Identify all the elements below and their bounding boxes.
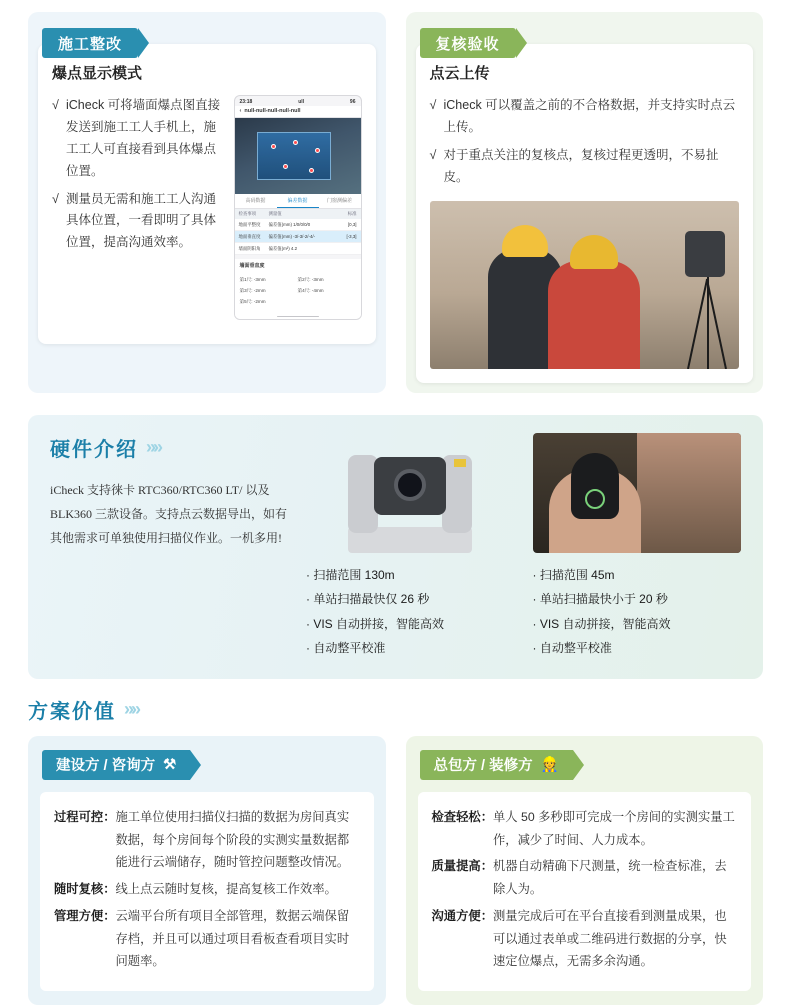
helmet-icon: [502, 225, 548, 257]
card-point-cloud-upload: [416, 44, 754, 383]
cell-standard: [-3,3]: [346, 233, 357, 239]
spec-item: · 扫描范围 45m: [532, 567, 615, 582]
hardware-section: [0, 393, 791, 679]
vtab-label: 建设方 / 咨询方: [56, 758, 156, 775]
spec-item: · 单站扫描最快仅 26 秒: [306, 592, 430, 607]
list-item: [430, 95, 740, 139]
check-icon: √: [52, 191, 59, 206]
table-row: [235, 231, 361, 243]
hardware-description: iCheck 支持徕卡 RTC360/RTC360 LT/ 以及 BLK360 三款设备。支持点云数据导出，如有其他需求可单独使用扫描仪作业。一机多用!: [50, 482, 288, 545]
tripod-leg: [707, 273, 709, 369]
value-title-text: 方案价值: [28, 700, 116, 723]
item-value: 测量完成后可在平台直接看到测量成果，也可以通过表单或二维码进行数据的分享，快速定位爆点，无需多余沟通。: [493, 908, 727, 969]
tab-deviation-data[interactable]: 偏差数据: [277, 194, 319, 208]
check-icon: √: [52, 98, 59, 112]
card-title-point-cloud-upload: 点云上传: [429, 65, 490, 82]
list-item: [432, 855, 738, 900]
status-carrier: ull: [298, 99, 305, 105]
value-section: [0, 679, 791, 1005]
item-value: 施工单位使用扫描仪扫描的数据为房间真实数据，每个房间每个阶段的实测实量数据都能进行云端储存，随时管控问题整改情况。: [115, 809, 350, 870]
section-wall-verticality: 墙面垂直度: [235, 259, 361, 272]
hardware-title-text: 硬件介绍: [50, 438, 138, 461]
tab-high-code-data[interactable]: 高码数据: [245, 198, 266, 204]
table-row: [235, 219, 361, 231]
burst-point-marker: [293, 140, 298, 145]
item-key: 沟通方便：: [431, 908, 493, 923]
bullet-text: iCheck 可将墙面爆点图直接发送到施工工人手机上，施工工人可直接看到具体爆点位置。: [66, 98, 221, 178]
worker-figure: [548, 261, 640, 369]
cell-item: 地面平整度: [238, 221, 261, 227]
rtc360-image: [306, 433, 515, 553]
status-time: 23:18: [239, 99, 253, 105]
measurement-grid: [235, 272, 361, 313]
point-cloud-preview: [235, 118, 361, 194]
list-item: [432, 905, 738, 973]
item-value: 单人 50 多秒即可完成一个房间的实测实量工作，减少了时间、人力成本。: [493, 809, 735, 847]
point-cloud-model: [257, 132, 331, 180]
scanner-indicator: [454, 459, 466, 467]
burst-point-marker: [271, 144, 276, 149]
card-burst-point-display: [38, 44, 376, 344]
chevrons-right-icon: »»: [146, 436, 161, 457]
cell-item: 地面垂直度: [238, 233, 261, 239]
cell-item: 墙面阴阳角: [238, 245, 261, 251]
spec-item: · VIS 自动拼接，智能高效: [306, 616, 445, 631]
deviation-table: [235, 209, 361, 255]
list-item: [432, 806, 738, 851]
bullet-text: 对于重点关注的复核点，复核过程更透明，不易扯皮。: [443, 147, 719, 184]
list-item: [52, 189, 224, 255]
burst-point-marker: [283, 164, 288, 169]
table-row: [235, 243, 361, 255]
person-face: [637, 433, 741, 553]
check-icon: √: [429, 98, 437, 112]
spec-item: · 单站扫描最快小于 20 秒: [532, 592, 668, 607]
value-cards: [28, 736, 763, 1005]
list-item: [430, 145, 740, 189]
list-item: [54, 806, 360, 874]
spec-item: · 自动整平校准: [306, 641, 386, 656]
col-measured-value: 测量值: [268, 211, 282, 216]
chevrons-right-icon: »»: [124, 698, 139, 719]
laser-scanner: [685, 231, 725, 277]
measure-item: 第5尺: -2mm: [239, 298, 266, 304]
measure-item: 第1尺: -3mm: [239, 276, 266, 282]
tripod-leg: [706, 278, 727, 368]
blk360-device: [571, 453, 619, 519]
device-ring-icon: [585, 489, 605, 509]
item-value: 云端平台所有项目全部管理，数据云端保留存档，并且可以通过项目看板查看项目实时问题率。: [115, 908, 350, 969]
card-title-burst-point: 爆点显示模式: [52, 65, 143, 82]
top-section: [0, 0, 791, 393]
spec-list-rtc360: [306, 563, 515, 661]
worker-icon: 👷: [540, 757, 559, 774]
item-key: 管理方便：: [54, 908, 116, 923]
helmet-icon: [570, 235, 618, 269]
spec-item: · 自动整平校准: [532, 641, 612, 656]
item-value: 机器自动精确下尺测量，统一检查标准，去除人为。: [493, 859, 727, 897]
burst-point-marker: [315, 148, 320, 153]
section-title-hardware: [50, 433, 290, 462]
hardware-column-rtc360: [306, 433, 515, 661]
tab-review-acceptance: 复核验收: [420, 28, 516, 58]
tab-construction-rectification: 施工整改: [42, 28, 138, 58]
hardware-left: [50, 433, 290, 661]
phone-nav-title: [235, 106, 361, 118]
hardware-right: [306, 433, 741, 661]
tools-icon: ⚒: [163, 756, 177, 773]
measure-item: 第2尺: -3mm: [297, 276, 324, 282]
status-battery: 96: [349, 99, 356, 105]
phone-status-bar: [235, 96, 361, 106]
home-indicator: [235, 313, 361, 319]
cell-standard: [0,3]: [347, 221, 357, 227]
hardware-column-blk360: [533, 433, 742, 661]
value-card-contractor: [406, 736, 764, 1005]
value-card-owner: [28, 736, 386, 1005]
item-key: 质量提高：: [431, 859, 493, 874]
list-item: [54, 878, 360, 901]
bullet-list-left: [52, 95, 224, 320]
measure-item: 第3尺: -2mm: [239, 287, 266, 293]
table-header: [235, 209, 361, 219]
spec-list-blk360: [533, 563, 742, 661]
cell-value: 偏差值(mm) 1/0/0/0/0: [268, 221, 311, 227]
site-photo: [430, 201, 740, 369]
check-icon: √: [429, 147, 437, 162]
item-value: 线上点云随时复核，提高复核工作效率。: [115, 882, 337, 897]
panel-review-acceptance: [406, 12, 764, 393]
vtab-label: 总包方 / 装修方: [433, 758, 533, 775]
list-item: [52, 95, 224, 183]
phone-screenshot: [234, 95, 362, 320]
tab-owner-consultant: [42, 750, 190, 780]
blk360-image: [533, 433, 742, 553]
bullet-text: iCheck 可以覆盖之前的不合格数据，并支持实时点云上传。: [443, 98, 736, 134]
scanner-illustration: [334, 441, 486, 553]
hardware-card: [28, 415, 763, 679]
phone-title-text: null-null-null-null-null: [244, 108, 301, 114]
spec-item: · 扫描范围 130m: [306, 567, 395, 582]
back-icon[interactable]: ‹: [239, 108, 242, 114]
list-item: [54, 905, 360, 973]
tab-door-window-deviation[interactable]: 门窗测偏差: [326, 198, 352, 204]
panel-construction-rectification: [28, 12, 386, 393]
phone-tab-bar[interactable]: [235, 194, 361, 209]
bullet-text: 测量员无需和施工工人沟通具体位置，一看即明了具体位置，提高沟通效率。: [66, 191, 217, 250]
tab-contractor-decorator: [420, 750, 573, 780]
item-key: 检查轻松：: [431, 809, 493, 824]
item-key: 随时复核：: [54, 882, 116, 897]
value-body-owner: [40, 792, 374, 991]
burst-point-marker: [309, 168, 314, 173]
spec-item: · VIS 自动拼接，智能高效: [532, 616, 671, 631]
measure-item: 第4尺: -4mm: [297, 287, 324, 293]
tripod-leg: [687, 278, 708, 368]
col-check-item: 检查事项: [238, 211, 257, 216]
scanner-lens: [394, 469, 426, 501]
cell-value: 偏差值(m²) 4.2: [268, 245, 298, 251]
col-standard: 标准: [347, 211, 357, 216]
bullet-list-right: [430, 95, 740, 189]
value-body-contractor: [418, 792, 752, 991]
item-key: 过程可控：: [54, 809, 116, 824]
cell-value: 偏差值(mm) -3/-3/-2/-4/-: [268, 233, 316, 239]
section-title-value: [28, 695, 763, 724]
cell-standard: [333, 246, 357, 252]
